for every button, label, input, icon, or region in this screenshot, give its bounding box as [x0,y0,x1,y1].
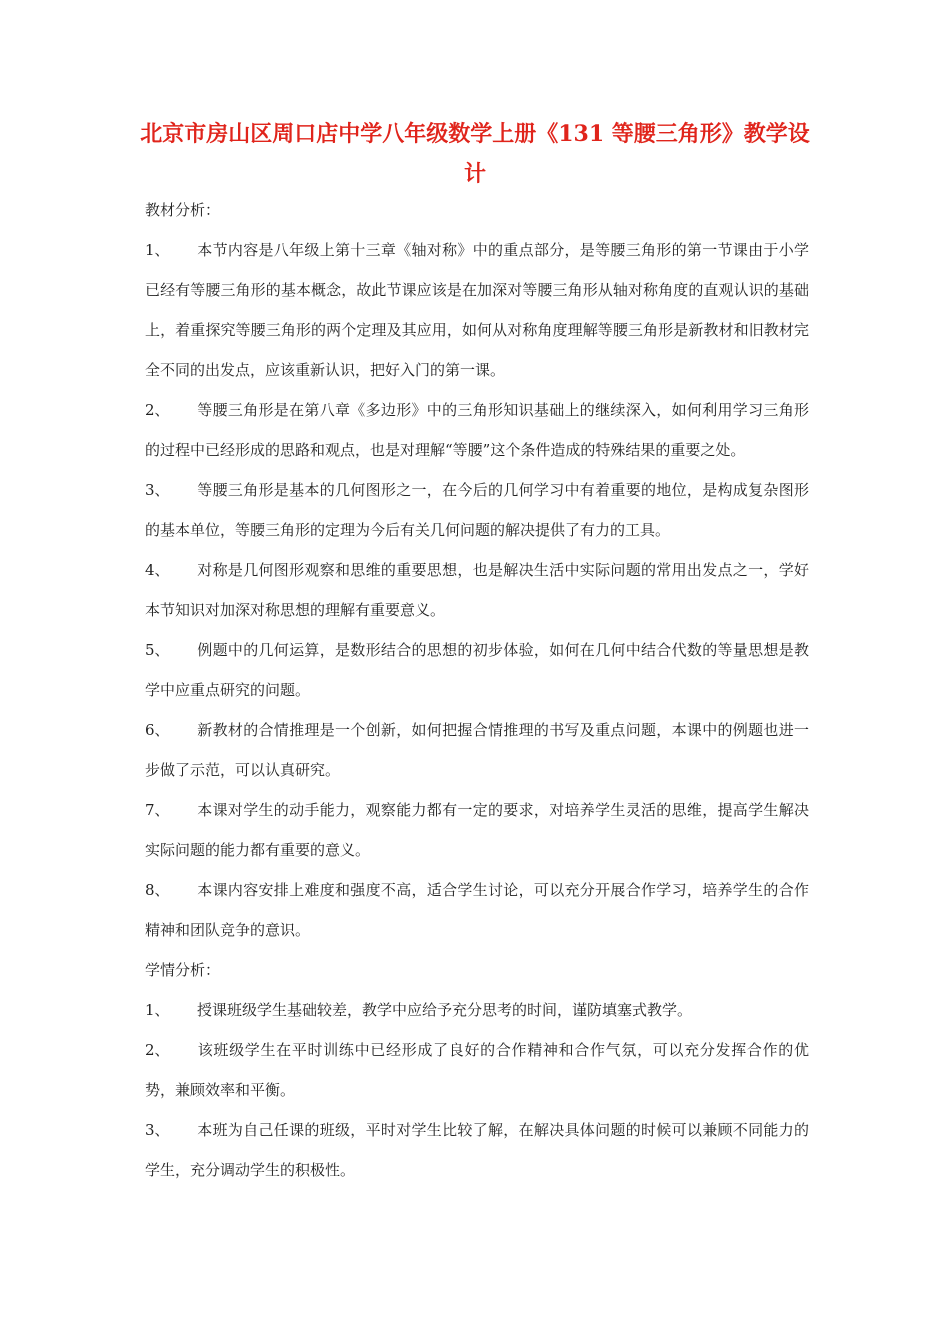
section-heading-student-analysis: 学情分析： [145,961,221,979]
item-text: 该班级学生在平时训练中已经形成了良好的合作精神和合作气氛，可以充分发挥合作的优势，兼顾效率和平衡。 [145,1041,809,1099]
item-text: 本课对学生的动手能力，观察能力都有一定的要求，对培养学生灵活的思维，提高学生解决实际问题的能力都有重要的意义。 [145,801,809,859]
list-item [145,990,809,1030]
list-item [145,390,809,470]
item-number: 4、 [145,561,170,579]
item-text: 对称是几何图形观察和思维的重要思想，也是解决生活中实际问题的常用出发点之一，学好本节知识对加深对称思想的理解有重要意义。 [145,561,809,619]
item-number: 1、 [145,241,170,259]
item-text: 等腰三角形是基本的几何图形之一，在今后的几何学习中有着重要的地位，是构成复杂图形的基本单位，等腰三角形的定理为今后有关几何问题的解决提供了有力的工具。 [145,481,809,539]
document-body [145,190,809,1190]
item-number: 2、 [145,401,170,419]
item-text: 例题中的几何运算，是数形结合的思想的初步体验，如何在几何中结合代数的等量思想是教学中应重点研究的问题。 [145,641,809,699]
item-number: 8、 [145,881,170,899]
item-text: 授课班级学生基础较差，教学中应给予充分思考的时间，谨防填塞式教学。 [197,1001,693,1019]
item-number: 2、 [145,1041,170,1059]
section-heading-textbook-analysis: 教材分析： [145,201,221,219]
list-item [145,1110,809,1190]
item-number: 5、 [145,641,170,659]
document-title: 北京市房山区周口店中学八年级数学上册《131 等腰三角形》教学设计 [140,121,810,187]
list-item [145,470,809,550]
list-item [145,870,809,950]
item-number: 3、 [145,1121,170,1139]
item-text: 本节内容是八年级上第十三章《轴对称》中的重点部分，是等腰三角形的第一节课由于小学已经有等腰三角形的基本概念，故此节课应该是在加深对等腰三角形从轴对称角度的直观认识的基础上，着重探究等腰三角形的两个定理及其应用，如何从对称角度理解等腰三角形是新教材和旧教材完全不同的出发点，应该重新认识，把好入门的第一课。 [145,241,809,379]
list-item [145,710,809,790]
item-number: 1、 [145,1001,170,1019]
item-text: 新教材的合情推理是一个创新，如何把握合情推理的书写及重点问题，本课中的例题也进一步做了示范，可以认真研究。 [145,721,809,779]
list-item [145,550,809,630]
item-text: 等腰三角形是在第八章《多边形》中的三角形知识基础上的继续深入，如何利用学习三角形的过程中已经形成的思路和观点，也是对理解“等腰”这个条件造成的特殊结果的重要之处。 [145,401,809,459]
list-item [145,1030,809,1110]
list-item [145,630,809,710]
list-item [145,790,809,870]
item-number: 3、 [145,481,170,499]
item-text: 本课内容安排上难度和强度不高，适合学生讨论，可以充分开展合作学习，培养学生的合作精神和团队竞争的意识。 [145,881,809,939]
list-item [145,230,809,390]
item-number: 6、 [145,721,170,739]
item-number: 7、 [145,801,170,819]
item-text: 本班为自己任课的班级，平时对学生比较了解，在解决具体问题的时候可以兼顾不同能力的学生，充分调动学生的积极性。 [145,1121,809,1179]
